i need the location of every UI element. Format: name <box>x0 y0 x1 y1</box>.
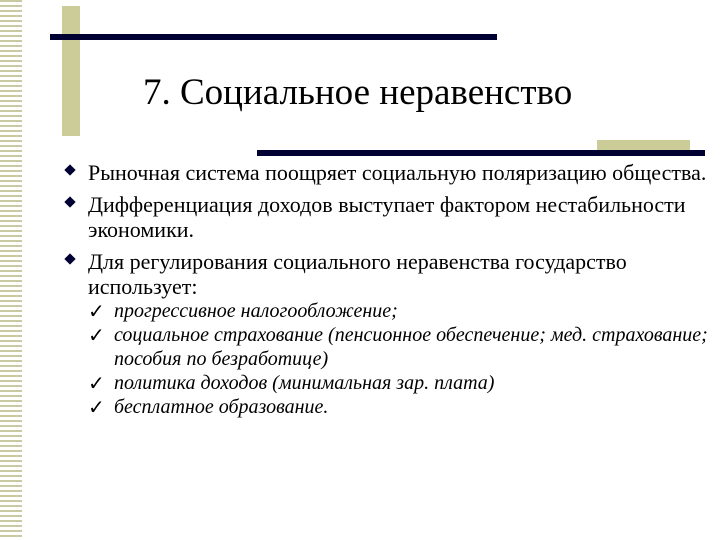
decorative-stripes <box>0 0 22 540</box>
bullet-item <box>60 249 710 419</box>
checkmark-icon: ✓ <box>88 323 105 347</box>
decorative-block-top <box>62 6 80 136</box>
diamond-bullet-icon <box>64 164 75 175</box>
decorative-bar-bottom <box>257 150 705 156</box>
checkmark-icon: ✓ <box>88 371 105 395</box>
check-text: социальное страхование (пенсионное обеспечение; мед. страхование; пособия по безработице) <box>114 324 708 370</box>
bullet-text: Дифференциация доходов выступает фактором нестабильности экономики. <box>88 192 686 242</box>
check-text: бесплатное образование. <box>114 396 329 418</box>
decorative-bar-top <box>50 34 497 40</box>
check-item <box>88 395 710 419</box>
check-text: прогрессивное налогообложение; <box>114 300 398 322</box>
bullet-list <box>60 160 710 419</box>
bullet-item <box>60 192 710 242</box>
bullet-item <box>60 160 710 185</box>
check-list <box>88 299 710 419</box>
slide-content <box>60 160 710 426</box>
diamond-bullet-icon <box>64 196 75 207</box>
bullet-text: Рыночная система поощряет социальную поляризацию общества. <box>88 160 707 185</box>
slide-title: 7. Социальное неравенство <box>143 72 573 113</box>
diamond-bullet-icon <box>64 253 75 264</box>
checkmark-icon: ✓ <box>88 299 105 323</box>
checkmark-icon: ✓ <box>88 395 105 419</box>
check-text: политика доходов (минимальная зар. плата) <box>114 372 495 394</box>
check-item <box>88 299 710 323</box>
bullet-text: Для регулирования социального неравенства государство использует: <box>88 249 627 299</box>
check-item <box>88 323 710 371</box>
check-item <box>88 371 710 395</box>
